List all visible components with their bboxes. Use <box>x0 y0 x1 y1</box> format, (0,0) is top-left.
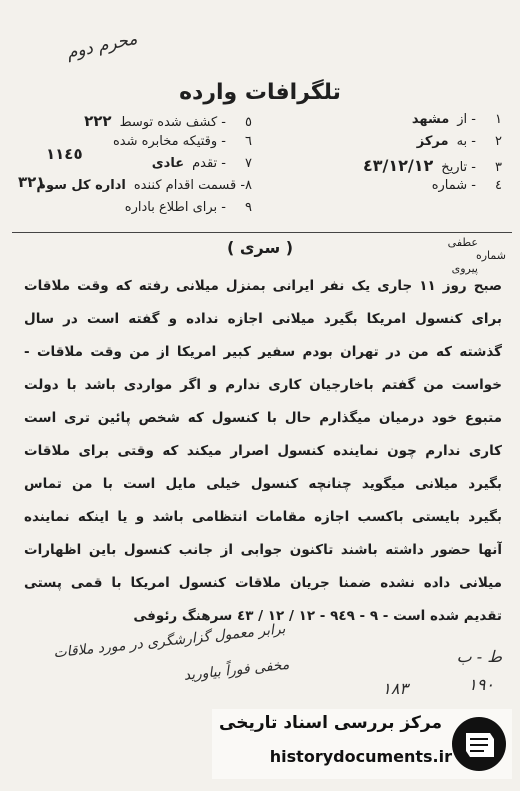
reference-sub-2: پیروی <box>451 262 478 275</box>
body-line: خواست من گفتم باخارجیان کاری ندارم و اگر مواردی باشد با دولت <box>24 377 502 393</box>
field-label: - به <box>456 134 476 149</box>
field-number: ٢ <box>495 134 502 149</box>
field-label: - برای اطلاع باداره <box>124 200 226 215</box>
handwritten-code: ط - ب <box>456 647 502 666</box>
field-row <box>36 178 252 200</box>
field-number: ٧ <box>245 156 252 171</box>
field-label: - تاریخ <box>441 160 476 175</box>
divider <box>12 232 512 233</box>
field-number: ٦ <box>245 134 252 149</box>
field-label: - وقتیکه مخابره شده <box>112 134 226 149</box>
body-line: کاری ندارم چون نماینده کنسول اصرار میکند که وقتی برای ملاقات <box>24 443 502 459</box>
header-fields-left <box>36 112 252 222</box>
field-row <box>272 156 502 178</box>
annotation-line: برابر معمول گزارشگری در مورد ملاقات <box>52 621 287 662</box>
watermark-title: مرکز بررسی اسناد تاریخی <box>219 713 442 733</box>
field-row <box>272 112 502 134</box>
header-fields-right <box>272 112 502 200</box>
field-number: ٥ <box>245 115 252 130</box>
archive-logo-icon <box>450 715 508 773</box>
watermark-url: historydocuments.ir <box>269 747 452 766</box>
field-row <box>42 200 252 222</box>
field-label: - قسمت اقدام کننده <box>133 178 246 193</box>
field-label: - کشف شده توسط <box>119 115 226 130</box>
field-number: ٤ <box>495 178 502 193</box>
handwritten-code: ١٨٣ <box>382 679 408 698</box>
body-line: صبح روز ١١ جاری یک نفر ایرانی بمنزل میلانی رفته که وقت ملاقات <box>24 278 502 294</box>
field-value: ٤٣/١٢/١٢ <box>363 156 434 175</box>
field-number: ٩ <box>245 200 252 215</box>
field-row <box>42 112 252 134</box>
reference-sub-1: عطفی <box>447 236 478 249</box>
document-title: تلگرافات وارده <box>179 80 341 105</box>
body-line: میلانی داده نشده ضمنا جریان ملاقات کنسول امریکا با قمی پستی <box>24 575 502 591</box>
field-value: اداره کل سوم <box>36 178 126 193</box>
field-row <box>272 134 502 156</box>
reference-label: شماره <box>475 249 506 262</box>
field-row <box>272 178 502 200</box>
field-value: مرکز <box>416 134 449 149</box>
handwritten-code: ١٩٠ <box>468 675 494 694</box>
body-line-signature: تقدیم شده است - ٩ - ٩٤٩ - ١٢ / ١٢ / ٤٣ سرهنگ رئوفی <box>133 608 502 624</box>
body-line: گذشته که من در تهران بودم سفیر کبیر امریکا از من وقت ملاقات - <box>24 344 502 360</box>
field-value: مشهد <box>411 112 450 127</box>
margin-number: ٣٢١ <box>18 173 46 191</box>
field-number: ٨ <box>245 178 252 193</box>
field-value: ٢٢٢ <box>84 112 112 130</box>
body-line: بگیرد بایستی باکسب اجازه مقامات انتظامی باشد و یا اینکه نماینده <box>24 509 502 525</box>
body-line: آنها حضور داشته باشند تاکنون جوابی از جانب کنسول باین اظهارات <box>24 542 502 558</box>
field-label: - از <box>457 112 476 127</box>
field-value: عادی <box>151 156 185 171</box>
field-number: ١ <box>495 112 502 127</box>
secret-label: ( سری ) <box>226 238 294 257</box>
handwritten-codes <box>298 645 508 705</box>
margin-number: ١١٤٥ <box>46 145 83 163</box>
archive-watermark <box>212 709 512 779</box>
telegram-body <box>24 270 502 633</box>
body-line: متبوع خود درمیان میگذارم حال با کنسول که شخص پائین تری است <box>24 410 502 426</box>
field-label: - تقدم <box>192 156 226 171</box>
body-line: برای کنسول امریکا بگیرد میلانی اجازه نداده و گفته است در سال <box>24 311 502 327</box>
field-label: - شماره <box>431 178 476 193</box>
annotation-line: مخفی فوراً بیاورید <box>182 656 290 684</box>
field-number: ٣ <box>495 160 502 175</box>
body-line: بگیرد میلانی میگوید چنانچه کنسول خیلی مایل است با من تماس <box>24 476 502 492</box>
handwritten-note-top: محرم دوم <box>64 28 140 64</box>
